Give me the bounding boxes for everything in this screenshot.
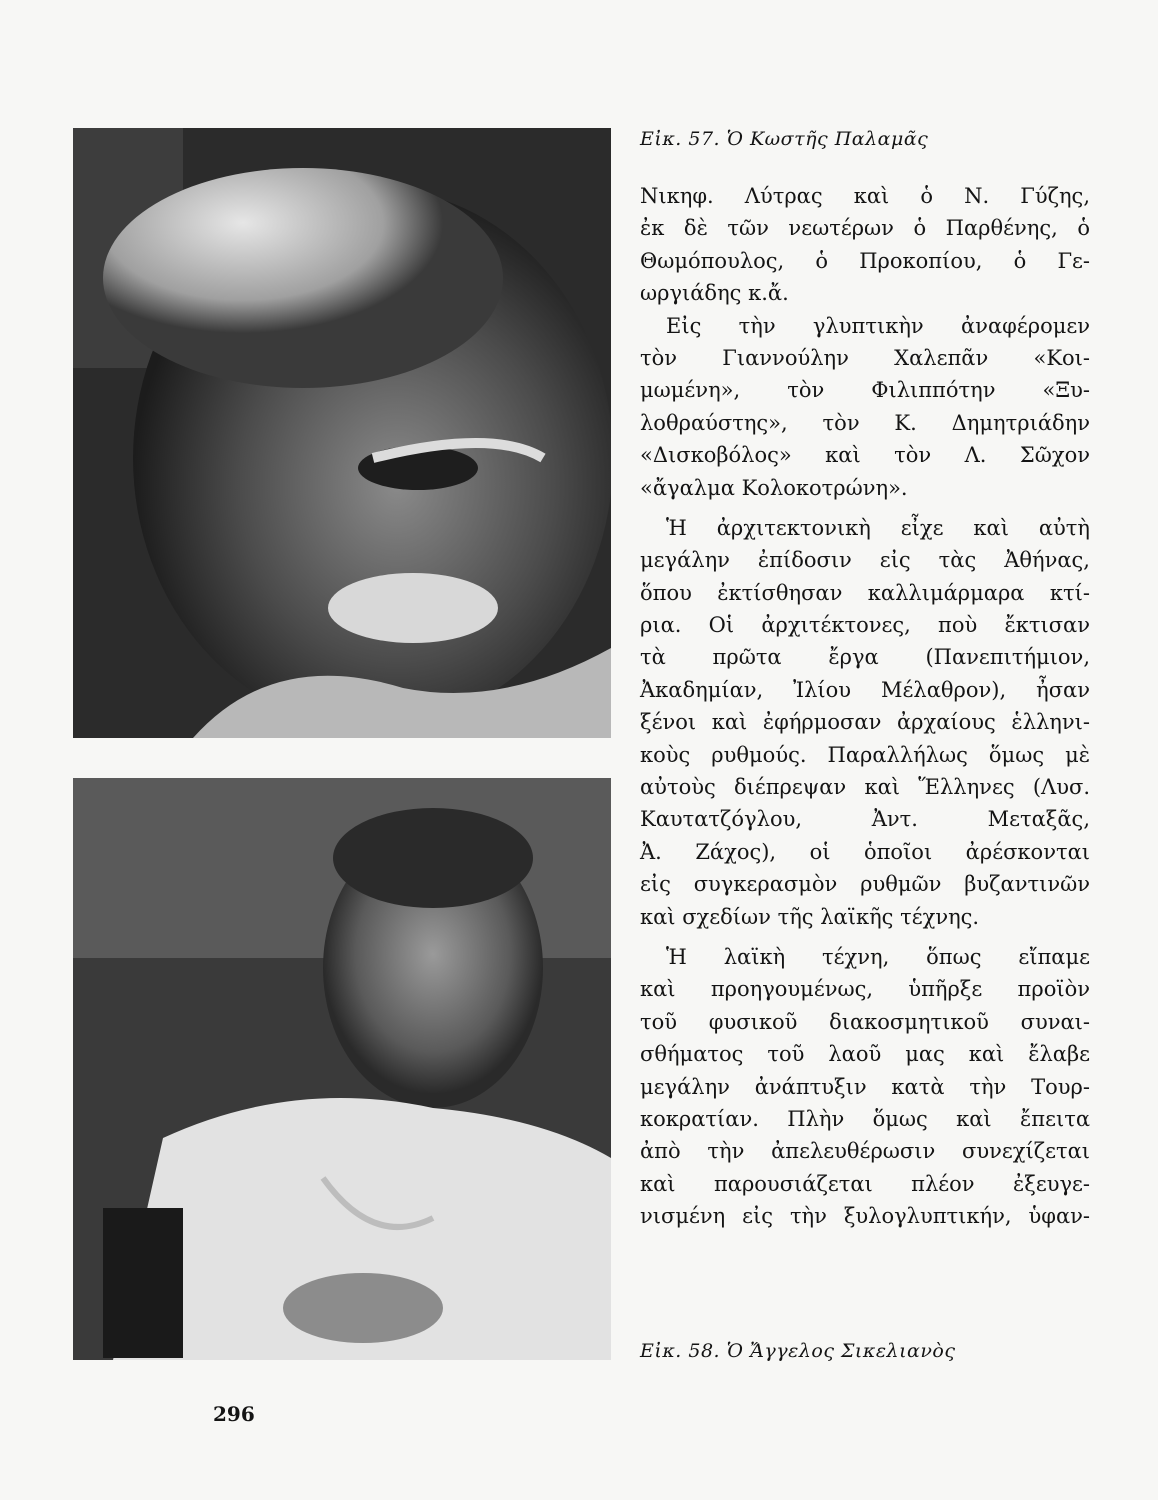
text-line: Ἀκαδημίαν, Ἰλίου Μέλαθρον), ἦσαν [640,677,1090,702]
figure-57-caption: Εἰκ. 57. Ὁ Κωστῆς Παλαμᾶς [640,128,929,150]
text-line: Ἡ λαϊκὴ τέχνη, ὅπως εἴπαμε [666,944,1090,969]
text-line: ωργιάδης κ.ἄ. [640,281,789,306]
text-line: Καυτατζόγλου, Ἀντ. Μεταξᾶς, [640,807,1090,832]
text-line: Θωμόπουλος, ὁ Προκοπίου, ὁ Γε- [640,248,1090,273]
portrait-palamas-image [73,128,611,738]
photo-sikelianos [73,778,611,1360]
body-text [640,180,1090,1233]
text-line: μωμένη», τὸν Φιλιππότην «Ξυ- [640,378,1090,403]
text-line: καὶ προηγουμένως, ὑπῆρξε προϊὸν [640,977,1090,1002]
text-line: σθήματος τοῦ λαοῦ μας καὶ ἔλαβε [640,1042,1090,1067]
text-line: μεγάλην ἐπίδοσιν εἰς τὰς Ἀθήνας, [640,548,1090,573]
text-line: νισμένη εἰς τὴν ξυλογλυπτικήν, ὑφαν- [640,1204,1090,1229]
text-line: Εἰς τὴν γλυπτικὴν ἀναφέρομεν [666,313,1090,338]
figure-58-caption: Εἰκ. 58. Ὁ Ἄγγελος Σικελιανὸς [640,1340,956,1362]
text-line: ἀπὸ τὴν ἀπελευθέρωσιν συνεχίζεται [640,1139,1090,1164]
text-line: Νικηφ. Λύτρας καὶ ὁ Ν. Γύζης, [640,184,1090,208]
page-number: 296 [213,1402,255,1426]
text-line: τὰ πρῶτα ἔργα (Πανεπιτήμιον, [640,645,1090,670]
text-line: ὅπου ἐκτίσθησαν καλλιμάρμαρα κτί- [640,580,1090,605]
text-line: «Δισκοβόλος» καὶ τὸν Λ. Σῶχον [640,443,1090,468]
text-line: Ἀ. Ζάχος), οἱ ὁποῖοι ἀρέσκονται [640,839,1090,864]
text-line: καὶ παρουσιάζεται πλέον ἐξευγε- [640,1171,1090,1196]
text-line: καὶ σχεδίων τῆς λαϊκῆς τέχνης. [640,904,980,929]
text-line: ρια. Οἱ ἀρχιτέκτονες, ποὺ ἔκτισαν [640,613,1090,638]
text-line: κοὺς ρυθμούς. Παραλλήλως ὅμως μὲ [640,742,1090,767]
text-line: εἰς συγκερασμὸν ρυθμῶν βυζαντινῶν [640,872,1090,897]
text-line: μεγάλην ἀνάπτυξιν κατὰ τὴν Τουρ- [640,1074,1090,1099]
text-line: κοκρατίαν. Πλὴν ὅμως καὶ ἔπειτα [640,1106,1090,1131]
text-line: «ἄγαλμα Κολοκοτρώνη». [640,475,908,500]
text-line: τοῦ φυσικοῦ διακοσμητικοῦ συναι- [640,1009,1090,1034]
text-line: τὸν Γιαννούλην Χαλεπᾶν «Κοι- [640,345,1090,370]
text-line: αὐτοὺς διέπρεψαν καὶ Ἕλληνες (Λυσ. [640,775,1090,800]
text-line: λοθραύστης», τὸν Κ. Δημητριάδην [640,410,1090,435]
text-line: ἐκ δὲ τῶν νεωτέρων ὁ Παρθένης, ὁ [640,216,1090,241]
portrait-sikelianos-image [73,778,611,1360]
text-line: ξένοι καὶ ἐφήρμοσαν ἀρχαίους ἑλληνι- [640,710,1090,735]
text-line: Ἡ ἀρχιτεκτονικὴ εἶχε καὶ αὐτὴ [666,515,1090,540]
photo-palamas [73,128,611,738]
